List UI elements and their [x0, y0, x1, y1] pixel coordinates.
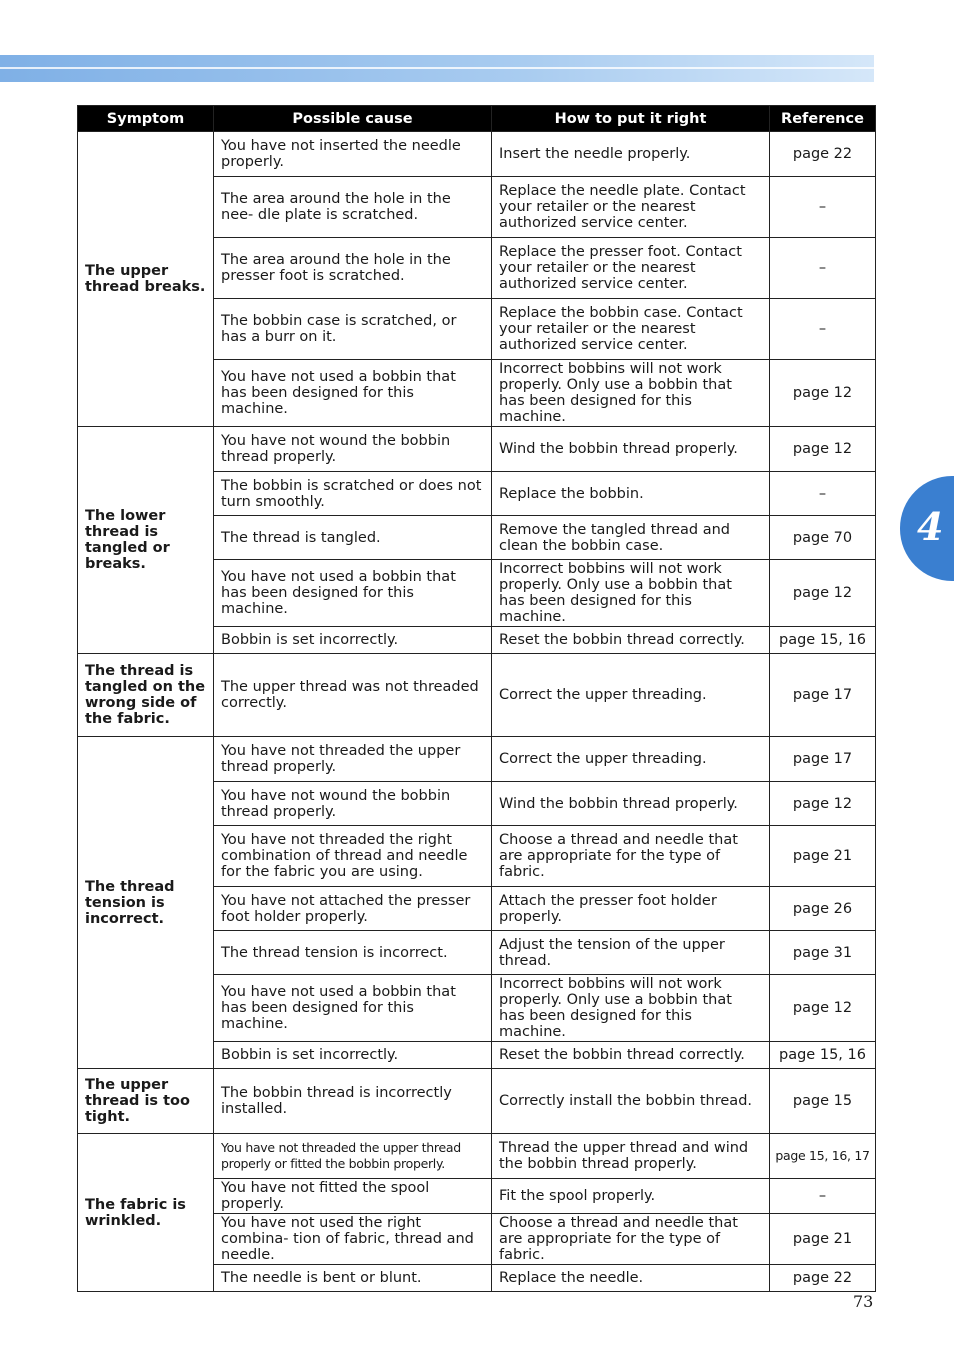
cause-cell: You have not fitted the spool properly. — [214, 1179, 492, 1214]
cause-cell: You have not used a bobbin that has been designed for this machine. — [214, 560, 492, 627]
table-row — [78, 654, 876, 737]
reference-cell: page 17 — [770, 654, 876, 737]
table-header-row — [78, 106, 876, 132]
reference-cell: page 15, 16, 17 — [770, 1134, 876, 1179]
fix-cell: Wind the bobbin thread properly. — [492, 782, 770, 826]
fix-cell: Incorrect bobbins will not work properly. Only use a bobbin that has been designed for this machine. — [492, 360, 770, 427]
reference-cell: – — [770, 472, 876, 516]
fix-cell: Replace the needle plate. Contact your retailer or the nearest authorized service center. — [492, 177, 770, 238]
reference-cell: page 15 — [770, 1069, 876, 1134]
header-reference: Reference — [770, 106, 876, 132]
cause-cell: The upper thread was not threaded correctly. — [214, 654, 492, 737]
cause-cell: You have not wound the bobbin thread properly. — [214, 427, 492, 472]
fix-cell: Correct the upper threading. — [492, 654, 770, 737]
fix-cell: Attach the presser foot holder properly. — [492, 887, 770, 931]
reference-cell: – — [770, 238, 876, 299]
symptom-cell: The fabric is wrinkled. — [78, 1134, 214, 1292]
header-band-stripe — [0, 67, 874, 69]
symptom-cell: The thread tension is incorrect. — [78, 737, 214, 1069]
cause-cell: Bobbin is set incorrectly. — [214, 1042, 492, 1069]
reference-cell: page 26 — [770, 887, 876, 931]
cause-cell: Bobbin is set incorrectly. — [214, 627, 492, 654]
symptom-cell: The upper thread is too tight. — [78, 1069, 214, 1134]
cause-cell: You have not used a bobbin that has been designed for this machine. — [214, 360, 492, 427]
fix-cell: Replace the presser foot. Contact your retailer or the nearest authorized service center. — [492, 238, 770, 299]
cause-cell: The area around the hole in the nee- dle plate is scratched. — [214, 177, 492, 238]
table-row — [78, 132, 876, 177]
reference-cell: – — [770, 299, 876, 360]
table-row — [78, 427, 876, 472]
reference-cell: page 15, 16 — [770, 627, 876, 654]
cause-cell: The thread tension is incorrect. — [214, 931, 492, 975]
cause-cell: The needle is bent or blunt. — [214, 1265, 492, 1292]
fix-cell: Wind the bobbin thread properly. — [492, 427, 770, 472]
symptom-cell: The upper thread breaks. — [78, 132, 214, 427]
fix-cell: Replace the bobbin case. Contact your retailer or the nearest authorized service center. — [492, 299, 770, 360]
cause-cell: The bobbin is scratched or does not turn smoothly. — [214, 472, 492, 516]
cause-cell: You have not used the right combina- tion of fabric, thread and needle. — [214, 1214, 492, 1265]
reference-cell: page 12 — [770, 560, 876, 627]
fix-cell: Reset the bobbin thread correctly. — [492, 1042, 770, 1069]
reference-cell: page 12 — [770, 782, 876, 826]
symptom-cell: The lower thread is tangled or breaks. — [78, 427, 214, 654]
fix-cell: Choose a thread and needle that are appropriate for the type of fabric. — [492, 1214, 770, 1265]
page-number: 73 — [853, 1292, 874, 1311]
fix-cell: Remove the tangled thread and clean the bobbin case. — [492, 516, 770, 560]
cause-cell: You have not threaded the upper thread properly or fitted the bobbin properly. — [214, 1134, 492, 1179]
reference-cell: page 12 — [770, 975, 876, 1042]
header-symptom: Symptom — [78, 106, 214, 132]
reference-cell: page 31 — [770, 931, 876, 975]
reference-cell: page 12 — [770, 360, 876, 427]
cause-cell: You have not threaded the upper thread properly. — [214, 737, 492, 782]
reference-cell: page 17 — [770, 737, 876, 782]
fix-cell: Replace the bobbin. — [492, 472, 770, 516]
cause-cell: The bobbin thread is incorrectly installed. — [214, 1069, 492, 1134]
symptom-cell: The thread is tangled on the wrong side of the fabric. — [78, 654, 214, 737]
fix-cell: Choose a thread and needle that are appropriate for the type of fabric. — [492, 826, 770, 887]
fix-cell: Reset the bobbin thread correctly. — [492, 627, 770, 654]
fix-cell: Incorrect bobbins will not work properly. Only use a bobbin that has been designed for this machine. — [492, 560, 770, 627]
reference-cell: page 12 — [770, 427, 876, 472]
fix-cell: Fit the spool properly. — [492, 1179, 770, 1214]
table-row — [78, 737, 876, 782]
fix-cell: Correct the upper threading. — [492, 737, 770, 782]
reference-cell: page 21 — [770, 826, 876, 887]
cause-cell: You have not threaded the right combination of thread and needle for the fabric you are using. — [214, 826, 492, 887]
cause-cell: You have not inserted the needle properly. — [214, 132, 492, 177]
fix-cell: Insert the needle properly. — [492, 132, 770, 177]
troubleshooting-table — [77, 105, 876, 1292]
cause-cell: The bobbin case is scratched, or has a burr on it. — [214, 299, 492, 360]
fix-cell: Replace the needle. — [492, 1265, 770, 1292]
fix-cell: Correctly install the bobbin thread. — [492, 1069, 770, 1134]
reference-cell: page 22 — [770, 1265, 876, 1292]
reference-cell: page 22 — [770, 132, 876, 177]
reference-cell: page 21 — [770, 1214, 876, 1265]
reference-cell: – — [770, 177, 876, 238]
cause-cell: The thread is tangled. — [214, 516, 492, 560]
reference-cell: – — [770, 1179, 876, 1214]
fix-cell: Adjust the tension of the upper thread. — [492, 931, 770, 975]
fix-cell: Thread the upper thread and wind the bobbin thread properly. — [492, 1134, 770, 1179]
table-row — [78, 1134, 876, 1179]
reference-cell: page 15, 16 — [770, 1042, 876, 1069]
table-row — [78, 1069, 876, 1134]
cause-cell: You have not used a bobbin that has been designed for this machine. — [214, 975, 492, 1042]
cause-cell: You have not attached the presser foot holder properly. — [214, 887, 492, 931]
reference-cell: page 70 — [770, 516, 876, 560]
chapter-tab[interactable] — [900, 476, 954, 581]
header-how-to-fix: How to put it right — [492, 106, 770, 132]
fix-cell: Incorrect bobbins will not work properly. Only use a bobbin that has been designed for this machine. — [492, 975, 770, 1042]
cause-cell: The area around the hole in the presser foot is scratched. — [214, 238, 492, 299]
chapter-number: 4 — [917, 504, 944, 549]
header-possible-cause: Possible cause — [214, 106, 492, 132]
cause-cell: You have not wound the bobbin thread properly. — [214, 782, 492, 826]
